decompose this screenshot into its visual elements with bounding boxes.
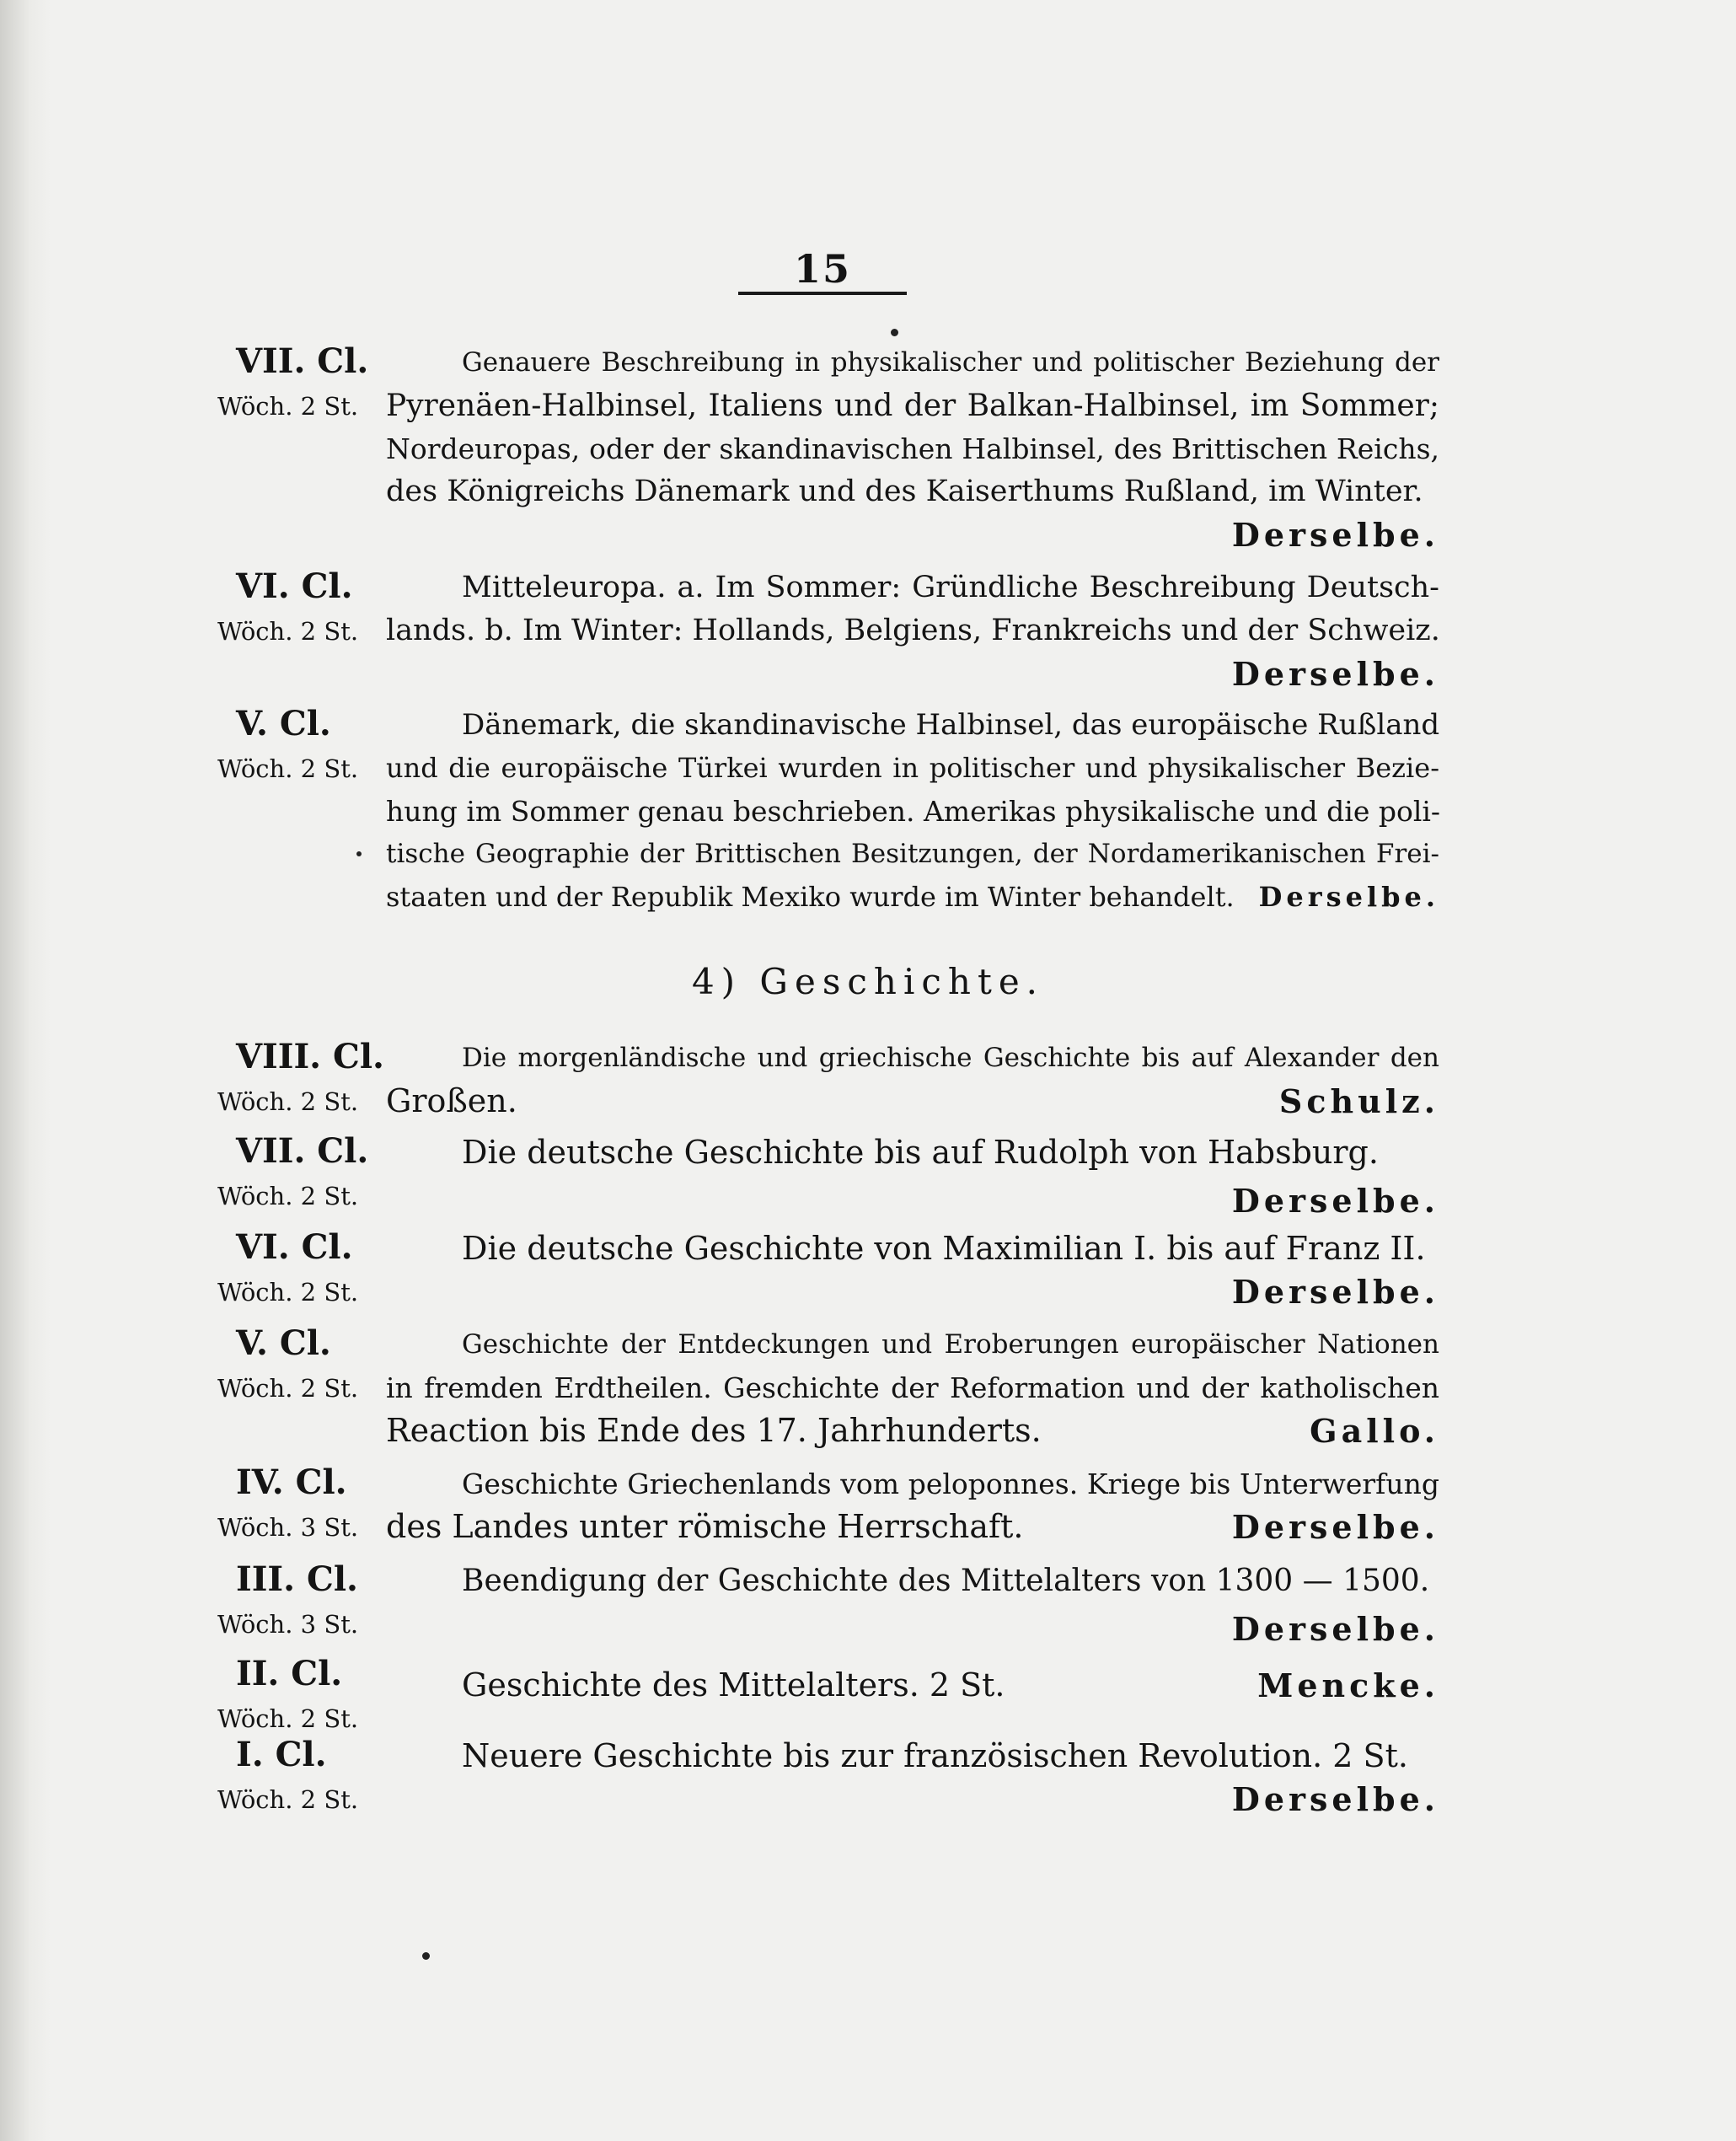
class-label: VII. Cl. bbox=[236, 1131, 369, 1171]
class-label: V. Cl. bbox=[236, 704, 331, 743]
teacher-name: Derselbe. bbox=[1258, 881, 1439, 913]
class-label: VI. Cl. bbox=[236, 1227, 353, 1267]
entry-text bbox=[386, 566, 1439, 695]
entry-text bbox=[386, 1227, 1439, 1313]
ink-speck bbox=[891, 329, 898, 336]
class-label: V. Cl. bbox=[236, 1323, 331, 1363]
text-line: tische Geographie der Brittischen Besitzungen, der Nordamerikanischen Frei- bbox=[386, 839, 1439, 869]
text-line: Neuere Geschichte bis zur französischen Revolution. 2 St. bbox=[462, 1737, 1408, 1774]
entry-text bbox=[386, 341, 1439, 556]
weekly-hours: Wöch. 2 St. bbox=[217, 1182, 359, 1210]
text-line: hung im Sommer genau beschrieben. Amerikas physikalische und die poli- bbox=[386, 795, 1441, 828]
entry-text bbox=[386, 1037, 1439, 1123]
teacher-name: Gallo. bbox=[1310, 1412, 1439, 1450]
text-line: Nordeuropas, oder der skandinavischen Halbinsel, des Brittischen Reichs, bbox=[386, 432, 1439, 465]
weekly-hours: Wöch. 2 St. bbox=[217, 392, 359, 421]
weekly-hours: Wöch. 3 St. bbox=[217, 1513, 359, 1542]
text-line: in fremden Erdtheilen. Geschichte der Reformation und der katholischen bbox=[386, 1371, 1439, 1404]
weekly-hours: Wöch. 2 St. bbox=[217, 1704, 359, 1733]
text-line-with-teacher bbox=[386, 876, 1439, 919]
class-label: VII. Cl. bbox=[236, 341, 369, 381]
class-label: VI. Cl. bbox=[236, 566, 353, 606]
teacher-name: Derselbe. bbox=[1231, 1780, 1439, 1818]
teacher-name: Derselbe. bbox=[1231, 1610, 1439, 1648]
text-line: Geschichte des Mittelalters. 2 St. bbox=[462, 1666, 1005, 1704]
teacher-name: Derselbe. bbox=[1231, 1508, 1439, 1546]
teacher-name: Derselbe. bbox=[1231, 516, 1439, 554]
teacher-name: Derselbe. bbox=[1231, 1273, 1439, 1311]
text-line-with-teacher bbox=[386, 1080, 1439, 1123]
weekly-hours: Wöch. 2 St. bbox=[217, 754, 359, 783]
weekly-hours: Wöch. 2 St. bbox=[217, 1087, 359, 1116]
text-line: Pyrenäen-Halbinsel, Italiens und der Balkan-Halbinsel, im Sommer; bbox=[386, 389, 1439, 423]
page-number: 15 bbox=[793, 246, 851, 292]
weekly-hours: Wöch. 2 St. bbox=[217, 1374, 359, 1403]
entry-text bbox=[386, 1131, 1439, 1222]
weekly-hours: Wöch. 2 St. bbox=[217, 617, 359, 646]
text-line-with-teacher bbox=[386, 1409, 1439, 1452]
text-line: des Königreichs Dänemark und des Kaiserthums Rußland, im Winter. bbox=[386, 475, 1423, 508]
text-line-with-teacher bbox=[386, 1505, 1439, 1548]
text-line: Geschichte der Entdeckungen und Eroberungen europäischer Nationen bbox=[462, 1329, 1439, 1360]
entry-text bbox=[386, 704, 1439, 919]
text-line: Dänemark, die skandinavische Halbinsel, das europäische Rußland bbox=[462, 708, 1440, 742]
text-line: Großen. bbox=[386, 1082, 517, 1119]
text-line: Die deutsche Geschichte von Maximilian I. bis auf Franz II. bbox=[462, 1230, 1426, 1267]
ink-speck bbox=[356, 851, 362, 856]
class-label: VIII. Cl. bbox=[236, 1037, 384, 1076]
page-number-rule bbox=[738, 292, 907, 295]
class-label: I. Cl. bbox=[236, 1735, 327, 1774]
entry-text bbox=[386, 1735, 1439, 1821]
teacher-name: Schulz. bbox=[1278, 1082, 1439, 1120]
ink-speck bbox=[422, 1952, 430, 1960]
text-line: Reaction bis Ende des 17. Jahrhunderts. bbox=[386, 1412, 1042, 1449]
class-label: IV. Cl. bbox=[236, 1462, 347, 1502]
entry-text bbox=[386, 1462, 1439, 1548]
text-line: Mitteleuropa. a. Im Sommer: Gründliche Beschreibung Deutsch- bbox=[462, 571, 1439, 604]
text-line: lands. b. Im Winter: Hollands, Belgiens, Frankreichs und der Schweiz. bbox=[386, 614, 1440, 647]
text-line: Beendigung der Geschichte des Mittelalters von 1300 — 1500. bbox=[462, 1564, 1430, 1598]
section-heading: 4) Geschichte. bbox=[691, 961, 1045, 1002]
text-line: Genauere Beschreibung in physikalischer und politischer Beziehung der bbox=[462, 347, 1439, 378]
weekly-hours: Wöch. 3 St. bbox=[217, 1610, 359, 1639]
weekly-hours: Wöch. 2 St. bbox=[217, 1785, 359, 1814]
text-line: staaten und der Republik Mexiko wurde im Winter behandelt. bbox=[386, 881, 1235, 913]
weekly-hours: Wöch. 2 St. bbox=[217, 1278, 359, 1307]
text-line: des Landes unter römische Herrschaft. bbox=[386, 1508, 1024, 1545]
class-label: III. Cl. bbox=[236, 1559, 358, 1599]
entry-text bbox=[386, 1664, 1439, 1707]
teacher-name: Derselbe. bbox=[1231, 1182, 1439, 1220]
entry-text bbox=[386, 1559, 1439, 1650]
text-line-with-teacher bbox=[386, 1664, 1439, 1707]
text-line: Geschichte Griechenlands vom peloponnes. Kriege bis Unterwerfung bbox=[462, 1468, 1439, 1500]
page-spine-shadow bbox=[0, 0, 51, 2141]
entry-text bbox=[386, 1323, 1439, 1452]
class-label: II. Cl. bbox=[236, 1654, 343, 1693]
teacher-name: Derselbe. bbox=[1231, 655, 1439, 693]
text-line: Die deutsche Geschichte bis auf Rudolph von Habsburg. bbox=[462, 1134, 1379, 1171]
text-line: Die morgenländische und griechische Geschichte bis auf Alexander den bbox=[462, 1043, 1439, 1073]
text-line: und die europäische Türkei wurden in politischer und physikalischer Bezie- bbox=[386, 752, 1439, 784]
teacher-name: Mencke. bbox=[1257, 1666, 1439, 1704]
